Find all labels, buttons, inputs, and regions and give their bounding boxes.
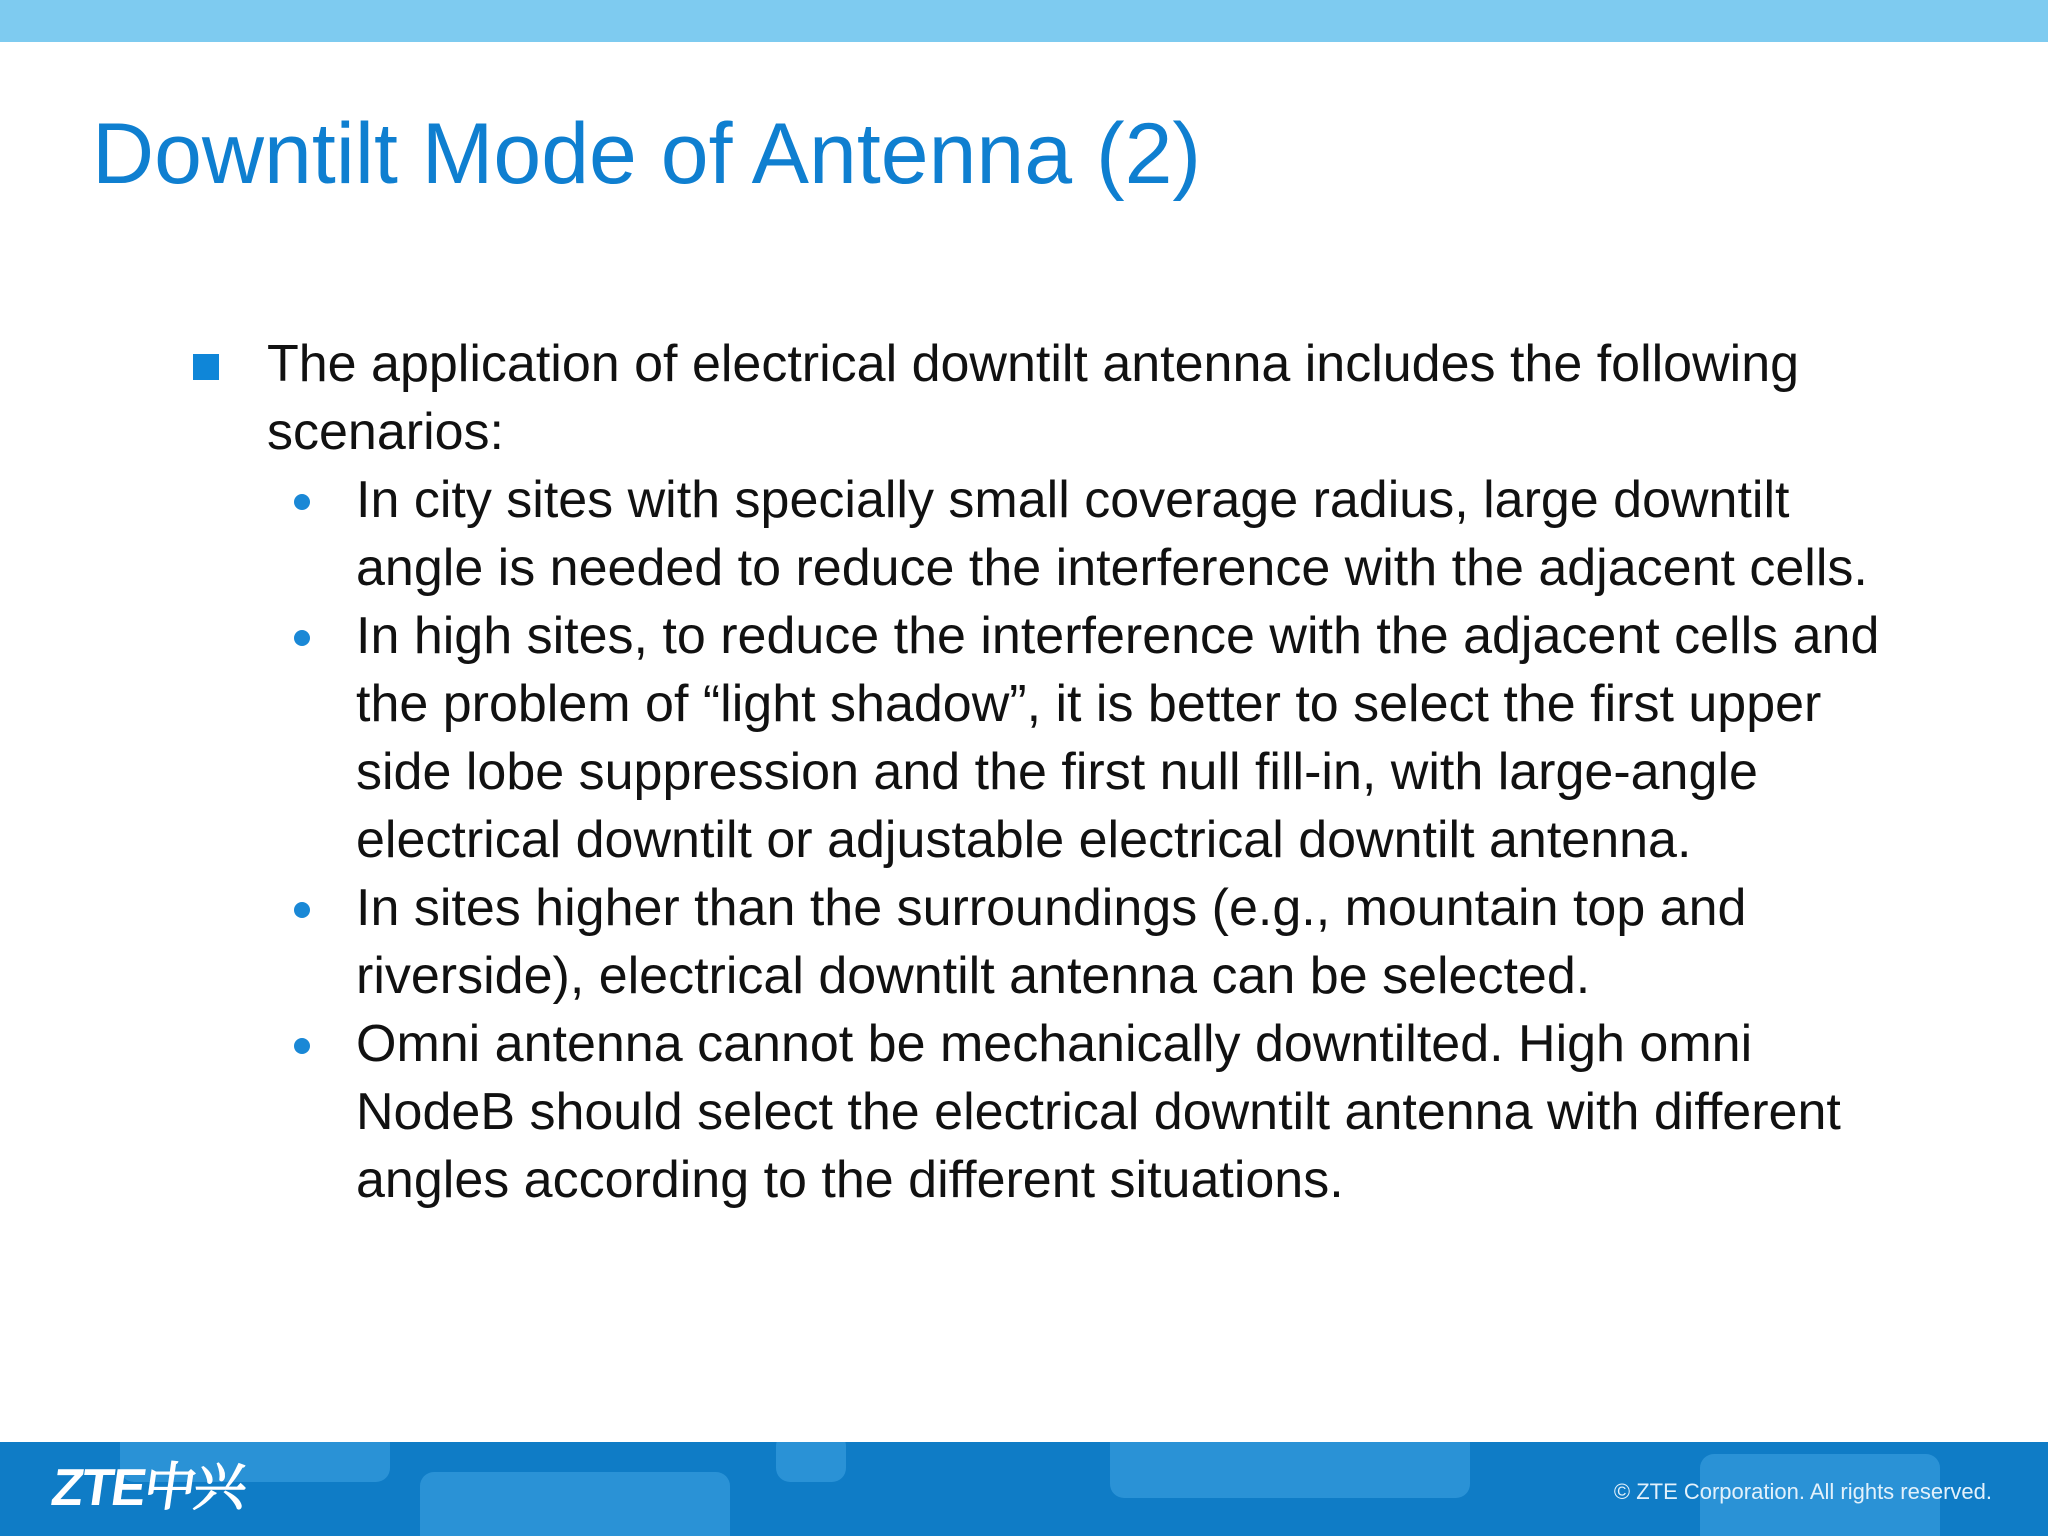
sub-bullet-item xyxy=(356,466,1896,602)
dot-bullet-icon xyxy=(294,1038,310,1054)
slide-content xyxy=(0,330,2048,1214)
sub-bullet-item xyxy=(356,602,1896,874)
slide-title: Downtilt Mode of Antenna (2) xyxy=(92,106,1202,202)
footer-bar xyxy=(0,1442,2048,1536)
dot-bullet-icon xyxy=(294,630,310,646)
sub-bullet-text: Omni antenna cannot be mechanically downtilted. High omni NodeB should select the electrical downtilt antenna with different angles according to the different situations. xyxy=(356,1015,1841,1209)
zte-logo: ZTE中兴 xyxy=(47,1459,249,1517)
sub-bullet-list xyxy=(0,466,2048,1214)
footer-decoration xyxy=(420,1472,730,1536)
sub-bullet-item xyxy=(356,1010,1896,1214)
sub-bullet-text: In city sites with specially small coverage radius, large downtilt angle is needed to reduce the interference with the adjacent cells. xyxy=(356,471,1868,597)
sub-bullet-text: In high sites, to reduce the interference with the adjacent cells and the problem of “light shadow”, it is better to select the first upper side lobe suppression and the first null fill-in, with large-angle electrical downtilt or adjustable electrical downtilt antenna. xyxy=(356,607,1880,869)
dot-bullet-icon xyxy=(294,902,310,918)
square-bullet-icon xyxy=(193,354,219,380)
main-bullet xyxy=(267,330,1827,466)
copyright-text: © ZTE Corporation. All rights reserved. xyxy=(1613,1479,1992,1504)
sub-bullet-text: In sites higher than the surroundings (e.g., mountain top and riverside), electrical downtilt antenna can be selected. xyxy=(356,879,1747,1005)
top-accent-bar xyxy=(0,0,2048,42)
footer-decoration xyxy=(1110,1442,1470,1498)
dot-bullet-icon xyxy=(294,494,310,510)
footer-decoration xyxy=(776,1442,846,1482)
sub-bullet-item xyxy=(356,874,1896,1010)
main-bullet-text: The application of electrical downtilt antenna includes the following scenarios: xyxy=(267,335,1800,461)
